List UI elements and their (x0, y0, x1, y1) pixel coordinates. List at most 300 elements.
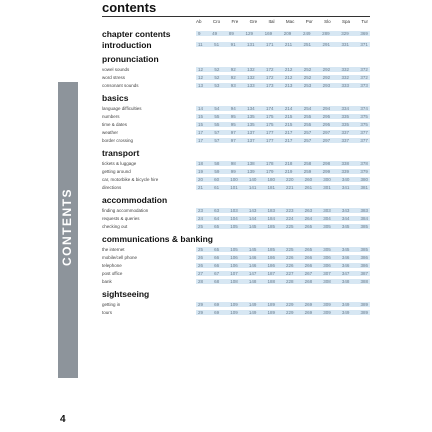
page-number-cell: 299 (322, 168, 331, 174)
page-number-cell: 59 (214, 168, 220, 174)
page-number-cell: 177 (266, 137, 274, 143)
page-number-cell: 135 (247, 121, 255, 127)
page-number-cell: 251 (303, 42, 312, 47)
page-number-cell: 225 (286, 246, 294, 252)
page-number-cell: 337 (341, 137, 350, 143)
page-numbers (196, 279, 370, 284)
page-numbers (196, 169, 370, 174)
contents-row[interactable] (102, 120, 370, 128)
page-number-cell: 225 (286, 223, 294, 229)
contents-row[interactable] (102, 261, 370, 269)
page-number-cell: 306 (323, 262, 331, 268)
page-number-cell: 106 (230, 262, 238, 268)
page-number-cell: 335 (341, 121, 350, 127)
contents-row[interactable] (102, 73, 370, 81)
page-number-cell: 171 (265, 42, 274, 47)
page-numbers (196, 177, 370, 182)
page-number-cell: 224 (286, 215, 294, 221)
page-numbers (196, 302, 370, 307)
chapter-row[interactable] (102, 39, 370, 50)
page-number-cell: 149 (248, 301, 257, 307)
page-number-cell: 338 (341, 160, 350, 166)
page-number-cell: 129 (245, 31, 253, 36)
row-label: directions (102, 184, 122, 190)
page-number-cell: 346 (341, 262, 350, 268)
page-number-cell: 132 (247, 66, 255, 72)
language-column-header: Spa (341, 19, 350, 24)
page-number-cell: 305 (323, 223, 331, 229)
page-number-cell: 221 (286, 184, 294, 190)
page-number-cell: 255 (303, 121, 312, 127)
page-number-cell: 217 (284, 137, 293, 143)
page-numbers (196, 310, 370, 315)
page-number-cell: 212 (284, 74, 293, 80)
contents-row[interactable] (102, 245, 370, 253)
row-label: numbers (102, 113, 120, 119)
page-number-cell: 100 (230, 176, 238, 182)
page-number-cell: 209 (283, 31, 292, 36)
page-number-cell: 54 (214, 105, 220, 111)
page-number-cell: 135 (247, 113, 255, 119)
page-number-cell: 249 (302, 31, 311, 36)
page-number-cell: 253 (303, 82, 312, 88)
page-numbers (196, 161, 370, 166)
language-column-header: Mac (285, 19, 295, 24)
page-number-cell: 105 (230, 223, 238, 229)
page-numbers (196, 75, 370, 80)
row-label: bank (102, 278, 112, 284)
row-label: post office (102, 270, 123, 276)
page-number-cell: 95 (230, 113, 236, 119)
page-number-cell: 332 (341, 74, 350, 80)
page-number-cell: 108 (230, 278, 238, 284)
page-number-cell: 65 (214, 246, 220, 252)
page-number-cell: 269 (304, 309, 313, 315)
row-label: car, motorbike & bicycle hire (102, 176, 159, 182)
page-number-cell: 343 (341, 207, 350, 213)
page-number-cell: 173 (266, 82, 274, 88)
page-number-cell: 257 (303, 129, 312, 135)
page-number-cell: 348 (341, 278, 350, 284)
page-number-cell: 220 (286, 176, 294, 182)
contents-row[interactable] (102, 269, 370, 277)
page-number-cell: 372 (360, 66, 368, 72)
page-number-cell: 138 (247, 160, 255, 166)
page-number-cell: 378 (360, 160, 368, 166)
page-number-cell: 25 (198, 246, 204, 252)
page-number-cell: 227 (286, 270, 294, 276)
contents-row[interactable] (102, 183, 370, 191)
contents-row[interactable] (102, 159, 370, 167)
page-number-cell: 20 (198, 176, 204, 182)
row-label: word stress (102, 74, 126, 80)
row-label: telephone (102, 262, 122, 268)
page-number-cell: 145 (248, 246, 257, 252)
page-number-cell: 295 (322, 121, 331, 127)
page-number-cell: 140 (248, 176, 257, 182)
page-number-cell: 345 (341, 246, 350, 252)
row-label: chapter contents (102, 28, 171, 39)
page-number-cell: 347 (341, 270, 350, 276)
page-number-cell: 383 (360, 207, 368, 213)
page-number-cell: 252 (303, 74, 312, 80)
contents-row[interactable] (102, 112, 370, 120)
section-heading: sightseeing (102, 289, 150, 299)
page-number-cell: 175 (266, 113, 274, 119)
page-number-cell: 372 (360, 74, 368, 80)
page-number-cell: 93 (230, 82, 236, 88)
page-number-cell: 17 (198, 137, 204, 143)
contents-row[interactable] (102, 214, 370, 222)
page-number-cell: 386 (360, 254, 368, 260)
contents-row[interactable] (102, 253, 370, 261)
sidebar-label: CONTENTS (60, 188, 74, 266)
page-number-cell: 26 (198, 254, 204, 260)
page-number-cell: 259 (303, 168, 312, 174)
page-number-cell: 51 (214, 42, 220, 47)
page-number-cell: 289 (322, 31, 330, 36)
page-number-cell: 148 (248, 278, 257, 284)
page-title: contents (102, 0, 157, 15)
page-number-cell: 387 (360, 270, 368, 276)
page-number-cell: 133 (247, 82, 255, 88)
page-numbers (196, 138, 370, 143)
row-label: introduction (102, 39, 152, 50)
page-number-cell: 297 (322, 129, 331, 135)
page-number-cell: 304 (323, 215, 331, 221)
page-number-cell: 177 (266, 129, 274, 135)
page-number-cell: 49 (212, 31, 218, 36)
page-number-cell: 61 (214, 184, 220, 190)
contents-row[interactable] (102, 65, 370, 73)
page-number: 4 (60, 414, 66, 425)
page-number-cell: 339 (341, 168, 350, 174)
page-number-cell: 388 (360, 278, 368, 284)
page-number-cell: 180 (267, 176, 275, 182)
page-number-cell: 217 (284, 129, 293, 135)
contents-row[interactable] (102, 136, 370, 144)
page-number-cell: 303 (323, 207, 331, 213)
page-number-cell: 218 (284, 160, 293, 166)
page-number-cell: 375 (360, 121, 368, 127)
page-number-cell: 385 (360, 223, 368, 229)
page-number-cell: 331 (341, 42, 349, 47)
page-number-cell: 260 (304, 176, 313, 182)
page-number-cell: 14 (198, 105, 204, 111)
page-number-cell: 146 (248, 254, 257, 260)
page-number-cell: 377 (360, 129, 368, 135)
page-number-cell: 377 (360, 137, 368, 143)
page-number-cell: 179 (266, 168, 274, 174)
page-number-cell: 309 (323, 301, 331, 307)
page-number-cell: 17 (198, 129, 204, 135)
page-number-cell: 389 (360, 301, 368, 307)
page-number-cell: 258 (303, 160, 312, 166)
row-label: tours (102, 309, 113, 315)
page-number-cell: 149 (248, 309, 257, 315)
page-number-cell: 91 (230, 42, 236, 47)
page-number-cell: 66 (214, 262, 220, 268)
page-number-cell: 178 (266, 160, 274, 166)
page-number-cell: 219 (284, 168, 293, 174)
page-number-cell: 349 (341, 309, 350, 315)
page-number-cell: 9 (198, 31, 201, 36)
page-number-cell: 379 (360, 168, 368, 174)
page-number-cell: 144 (248, 215, 257, 221)
page-numbers (196, 106, 370, 111)
page-numbers (196, 271, 370, 276)
page-number-cell: 335 (341, 113, 350, 119)
page-number-cell: 292 (322, 74, 331, 80)
page-number-cell: 255 (303, 113, 312, 119)
page-number-cell: 55 (214, 113, 220, 119)
page-number-cell: 215 (284, 121, 293, 127)
row-label: requests & queries (102, 215, 140, 221)
page-number-cell: 106 (230, 254, 238, 260)
page-number-cell: 146 (248, 262, 257, 268)
page-number-cell: 172 (266, 66, 274, 72)
row-label: time & dates (102, 121, 128, 127)
page-number-cell: 145 (248, 223, 257, 229)
page-number-cell: 345 (341, 223, 350, 229)
contents-row[interactable] (102, 222, 370, 230)
language-column-header: Tur (361, 19, 368, 24)
page-number-cell: 68 (214, 278, 220, 284)
page-number-cell: 329 (341, 31, 349, 36)
page-number-cell: 211 (284, 42, 293, 47)
title-divider (102, 16, 370, 17)
chapter-row[interactable] (102, 28, 370, 39)
page-number-cell: 52 (214, 66, 220, 72)
contents-row[interactable] (102, 308, 370, 316)
page-number-cell: 294 (322, 105, 331, 111)
page-number-cell: 101 (230, 184, 238, 190)
page-number-cell: 266 (304, 254, 313, 260)
page-number-cell: 374 (360, 105, 368, 111)
page-number-cell: 143 (248, 207, 257, 213)
row-label: language difficulties (102, 105, 142, 111)
page-number-cell: 308 (323, 278, 331, 284)
page-number-cell: 141 (248, 184, 257, 190)
page-number-cell: 252 (303, 66, 312, 72)
page-number-cell: 60 (214, 176, 220, 182)
page-number-cell: 257 (303, 137, 312, 143)
page-number-cell: 186 (267, 254, 275, 260)
page-number-cell: 300 (323, 176, 331, 182)
page-number-cell: 29 (198, 301, 204, 307)
contents-row[interactable] (102, 175, 370, 183)
language-column-header: Gre (249, 19, 258, 24)
contents-row[interactable] (102, 277, 370, 285)
contents-row[interactable] (102, 167, 370, 175)
page-numbers (196, 122, 370, 127)
page-number-cell: 28 (198, 278, 204, 284)
page-number-cell: 371 (360, 42, 368, 47)
language-column-header: Cro (212, 19, 221, 24)
page-number-cell: 267 (304, 270, 313, 276)
row-label: checking out (102, 223, 128, 229)
page-number-cell: 104 (230, 215, 238, 221)
language-column-header: Por (305, 19, 313, 24)
page-number-cell: 15 (198, 113, 204, 119)
page-number-cell: 92 (230, 66, 236, 72)
page-number-cell: 97 (230, 129, 236, 135)
row-label: border crossing (102, 137, 134, 143)
page-number-cell: 65 (214, 223, 220, 229)
page-number-cell: 223 (286, 207, 294, 213)
page-numbers (196, 216, 370, 221)
page-number-cell: 26 (198, 262, 204, 268)
page-number-cell: 58 (214, 160, 220, 166)
page-number-cell: 266 (304, 262, 313, 268)
page-number-cell: 268 (304, 278, 313, 284)
page-number-cell: 293 (322, 82, 331, 88)
page-number-cell: 226 (286, 254, 294, 260)
page-number-cell: 389 (360, 309, 368, 315)
page-numbers (196, 42, 370, 47)
page-number-cell: 107 (230, 270, 238, 276)
page-numbers (196, 67, 370, 72)
page-number-cell: 53 (214, 82, 220, 88)
page-numbers (196, 114, 370, 119)
page-number-cell: 309 (323, 309, 331, 315)
page-number-cell: 105 (230, 246, 238, 252)
page-number-cell: 99 (230, 168, 236, 174)
page-number-cell: 183 (267, 207, 275, 213)
page-number-cell: 264 (304, 215, 313, 221)
page-number-cell: 11 (198, 42, 203, 47)
row-label: getting around (102, 168, 131, 174)
page-number-cell: 369 (360, 31, 368, 36)
page-number-cell: 147 (248, 270, 257, 276)
page-number-cell: 213 (284, 82, 293, 88)
page-number-cell: 298 (322, 160, 331, 166)
page-number-cell: 291 (322, 42, 331, 47)
page-number-cell: 19 (198, 168, 204, 174)
page-number-cell: 214 (284, 105, 293, 111)
section-heading: accommodation (102, 195, 168, 205)
page-number-cell: 189 (267, 309, 275, 315)
page-number-cell: 333 (341, 82, 350, 88)
page-number-cell: 185 (267, 246, 275, 252)
page-number-cell: 344 (341, 215, 350, 221)
row-label: mobile/cell phone (102, 254, 138, 260)
page-number-cell: 215 (284, 113, 293, 119)
page-number-cell: 64 (214, 215, 220, 221)
section-heading: transport (102, 148, 140, 158)
page-number-cell: 23 (198, 207, 204, 213)
page-number-cell: 25 (198, 223, 204, 229)
page-number-cell: 18 (198, 160, 204, 166)
page-number-cell: 381 (360, 184, 368, 190)
page-numbers (196, 31, 370, 36)
page-number-cell: 261 (304, 184, 313, 190)
row-label: tickets & luggage (102, 160, 137, 166)
page-numbers (196, 255, 370, 260)
contents-row[interactable] (102, 300, 370, 308)
page-number-cell: 172 (266, 74, 274, 80)
row-label: weather (102, 129, 119, 135)
page-number-cell: 97 (230, 137, 236, 143)
page-number-cell: 27 (198, 270, 204, 276)
language-column-header: Ital (268, 19, 275, 24)
page-number-cell: 92 (230, 74, 236, 80)
page-number-cell: 380 (360, 176, 368, 182)
page-number-cell: 254 (303, 105, 312, 111)
page-number-cell: 29 (198, 309, 204, 315)
page-number-cell: 229 (286, 301, 294, 307)
page-number-cell: 297 (322, 137, 331, 143)
page-number-cell: 15 (198, 121, 204, 127)
language-column-header: Fre (231, 19, 239, 24)
contents-row[interactable] (102, 81, 370, 89)
page-number-cell: 94 (230, 105, 236, 111)
page-numbers (196, 130, 370, 135)
page-numbers (196, 263, 370, 268)
contents-row[interactable] (102, 104, 370, 112)
page-number-cell: 305 (323, 246, 331, 252)
page-number-cell: 189 (267, 301, 275, 307)
page-number-cell: 332 (341, 66, 350, 72)
page-number-cell: 21 (198, 184, 204, 190)
page-number-cell: 175 (266, 121, 274, 127)
page-number-cell: 103 (230, 207, 238, 213)
page-number-cell: 375 (360, 113, 368, 119)
contents-row[interactable] (102, 128, 370, 136)
row-label: finding accommodation (102, 207, 149, 213)
page-number-cell: 301 (323, 184, 331, 190)
page-number-cell: 373 (360, 82, 368, 88)
row-label: getting in (102, 301, 121, 307)
page-number-cell: 340 (341, 176, 350, 182)
page-number-cell: 186 (267, 262, 275, 268)
page-numbers (196, 185, 370, 190)
page-number-cell: 184 (267, 215, 275, 221)
page-number-cell: 384 (360, 215, 368, 221)
page-number-cell: 263 (304, 207, 313, 213)
page-number-cell: 109 (230, 301, 238, 307)
page-number-cell: 337 (341, 129, 350, 135)
page-number-cell: 137 (247, 137, 255, 143)
page-number-cell: 349 (341, 301, 350, 307)
page-number-cell: 346 (341, 254, 350, 260)
row-label: consonant sounds (102, 82, 139, 88)
page-number-cell: 52 (214, 74, 220, 80)
section-heading: communications & banking (102, 234, 213, 244)
section-heading: basics (102, 93, 129, 103)
page-number-cell: 386 (360, 262, 368, 268)
page-number-cell: 187 (267, 270, 275, 276)
page-number-cell: 134 (247, 105, 255, 111)
page-number-cell: 306 (323, 254, 331, 260)
page-number-cell: 385 (360, 246, 368, 252)
page-number-cell: 265 (304, 223, 313, 229)
page-number-cell: 98 (230, 160, 236, 166)
page-number-cell: 174 (266, 105, 274, 111)
page-number-cell: 334 (341, 105, 350, 111)
page-number-cell: 132 (247, 74, 255, 80)
language-column-header: Slo (324, 19, 331, 24)
page-number-cell: 89 (228, 31, 234, 36)
page-number-cell: 66 (214, 254, 220, 260)
page-number-cell: 341 (341, 184, 350, 190)
page-number-cell: 185 (267, 223, 275, 229)
page-numbers (196, 83, 370, 88)
language-column-header: Ab (196, 19, 202, 24)
contents-row[interactable] (102, 206, 370, 214)
page-number-cell: 57 (214, 129, 220, 135)
section-heading: pronunciation (102, 54, 159, 64)
